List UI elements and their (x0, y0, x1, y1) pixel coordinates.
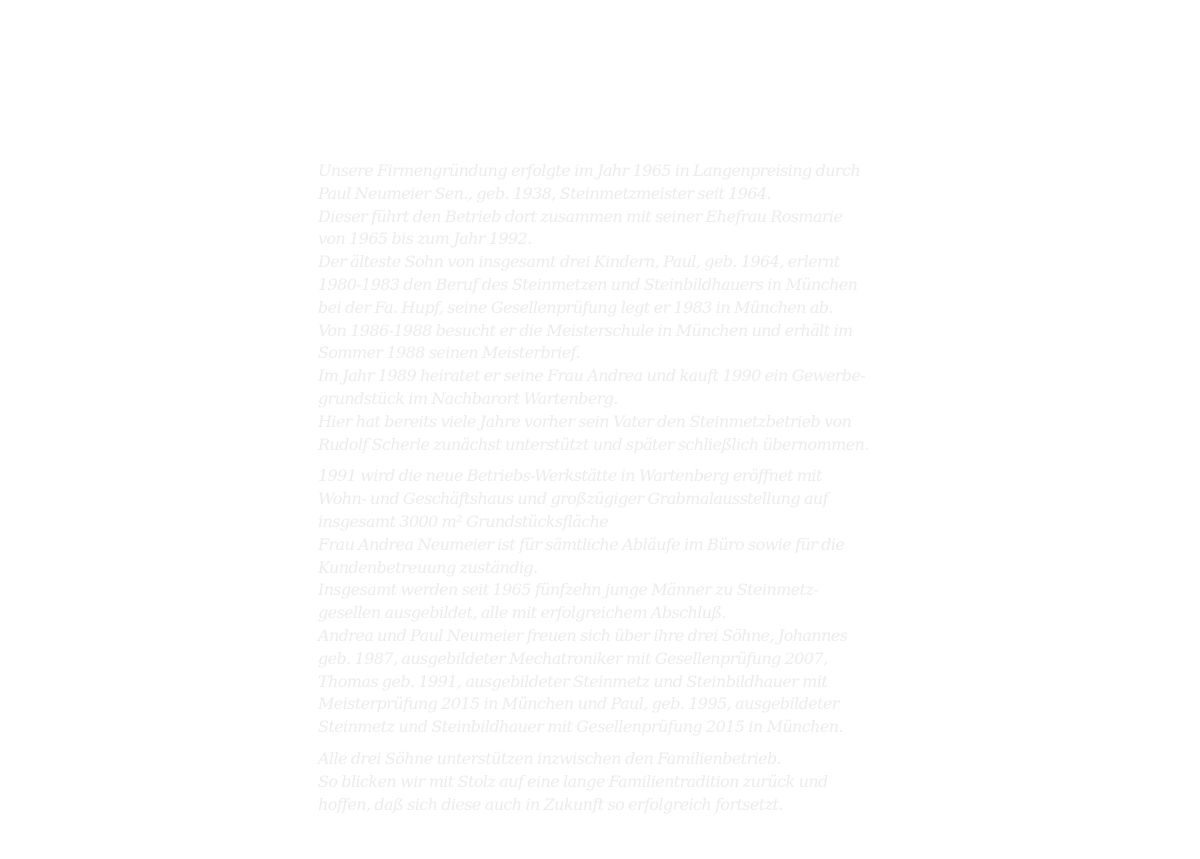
text-line: Wohn- und Geschäftshaus und großzügiger Grabmalausstellung auf (318, 489, 828, 509)
history-paragraph-outlook (318, 748, 858, 816)
text-line: So blicken wir mit Stolz auf eine lange Familientradition zurück und (318, 771, 828, 791)
history-paragraph-wartenberg (318, 465, 858, 739)
history-paragraph-founding (318, 160, 869, 456)
text-line: Thomas geb. 1991, ausgebildeter Steinmetz und Steinbildhauer mit (318, 671, 828, 691)
text-line: Unsere Firmengründung erfolgte im Jahr 1965 in Langenpreising durch (318, 161, 861, 180)
text-line: hoffen, daß sich diese auch in Zukunft so erfolgreich fortsetzt. (318, 794, 783, 814)
text-line: bei der Fa. Hupf, seine Gesellenprüfung legt er 1983 in München ab. (318, 297, 833, 317)
text-line: geb. 1987, ausgebildeter Mechatroniker mit Gesellenprüfung 2007, (318, 648, 828, 668)
paragraph-spacer (318, 739, 858, 748)
text-line: Rudolf Scherle zunächst unterstützt und später schließlich übernommen. (318, 434, 869, 454)
text-line: insgesamt 3000 m² Grundstücksfläche (318, 511, 609, 531)
text-line: von 1965 bis zum Jahr 1992. (318, 229, 532, 249)
text-line: Von 1986-1988 besucht er die Meisterschule in München und erhält im (318, 320, 853, 340)
text-line: Insgesamt werden seit 1965 fünfzehn junge Männer zu Steinmetz- (318, 580, 818, 600)
text-line: Im Jahr 1989 heiratet er seine Frau Andrea und kauft 1990 ein Gewerbe- (318, 366, 866, 386)
company-history-text (318, 160, 869, 816)
text-line: Steinmetz und Steinbildhauer mit Gesellenprüfung 2015 in München. (318, 717, 843, 737)
text-line: Kundenbetreuung zuständig. (318, 557, 538, 577)
text-line: Andrea und Paul Neumeier freuen sich über ihre drei Söhne, Johannes (318, 625, 848, 645)
text-line: Dieser führt den Betrieb dort zusammen mit seiner Ehefrau Rosmarie (318, 206, 843, 226)
text-line: Hier hat bereits viele Jahre vorher sein Vater den Steinmetzbetrieb von (318, 411, 852, 431)
text-line: Frau Andrea Neumeier ist für sämtliche Abläufe im Büro sowie für die (318, 534, 845, 554)
text-line: 1980-1983 den Beruf des Steinmetzen und Steinbildhauers in München (318, 274, 858, 294)
text-line: grundstück im Nachbarort Wartenberg. (318, 388, 618, 408)
text-line: Sommer 1988 seinen Meisterbrief. (318, 343, 580, 363)
text-line: Paul Neumeier Sen., geb. 1938, Steinmetzmeister seit 1964. (318, 183, 772, 203)
text-line: Alle drei Söhne unterstützen inzwischen den Familienbetrieb. (318, 748, 782, 768)
text-line: 1991 wird die neue Betriebs-Werkstätte in Wartenberg eröffnet mit (318, 466, 822, 486)
text-line: Der älteste Sohn von insgesamt drei Kindern, Paul, geb. 1964, erlernt (318, 252, 840, 272)
paragraph-spacer (318, 456, 858, 465)
text-line: Meisterprüfung 2015 in München und Paul, geb. 1995, ausgebildeter (318, 694, 839, 714)
text-line: gesellen ausgebildet, alle mit erfolgreichem Abschluß. (318, 603, 726, 623)
